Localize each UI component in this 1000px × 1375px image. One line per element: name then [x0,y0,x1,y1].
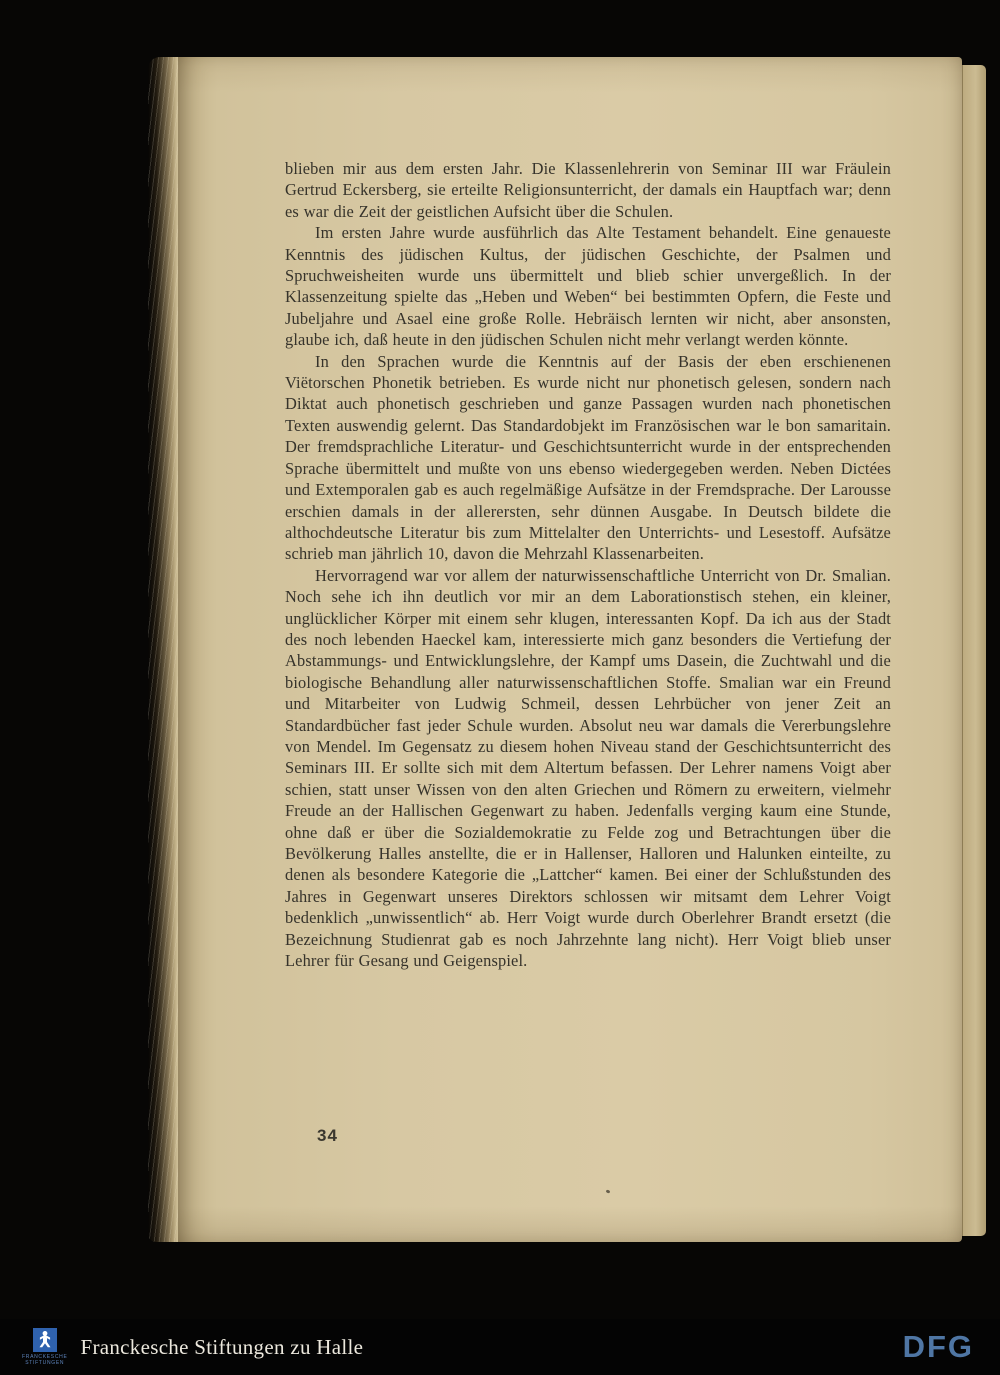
scanned-book-page [148,57,986,1242]
book-page [178,57,962,1242]
paragraph: Hervorragend war vor allem der naturwissenschaftliche Unterricht von Dr. Smalian. Noch sehe ich ihn deutlich vor mir an dem Laborationstisch stehen, ein kleiner, unglücklicher Körper mit einem sehr klugen, interessanten Kopf. Da ich aus der Stadt des noch lebenden Haeckel kam, interessierte mich ganz besonders die Vertiefung der Abstammungs- und Entwicklungslehre, der Kampf ums Dasein, die Zuchtwahl und die biologische Behandlung aller naturwissenschaftlichen Stoffe. Smalian war ein Freund und Mitarbeiter von Ludwig Schmeil, dessen Lehrbücher von jener Zeit an Standardbücher fast jeder Schule wurden. Absolut neu war damals die Vererbungslehre von Mendel. Im Gegensatz zu diesem hohen Niveau stand der Geschichtsunterricht des Seminars III. Er sollte sich mit dem Altertum befassen. Der Lehrer namens Voigt aber schien, statt unser Wissen von den alten Griechen und Römern zu erweitern, vielmehr Freude an der Hallischen Gegenwart zu haben. Jedenfalls verging kaum eine Stunde, ohne daß er über die Sozialdemokratie zu Felde zog und Betrachtungen über die Bevölkerung Halles anstellte, die er in Hallenser, Halloren und Halunken einteilte, zu denen als besondere Kategorie die „Lattcher“ kamen. Bei einer der Schlußstunden des Jahres in Gegenwart unseres Direktors schlossen wir mitsamt dem Lehrer Voigt bedenklich „unwissentlich“ ab. Herr Voigt wurde durch Oberlehrer Brandt ersetzt (die Bezeichnung Studienrat gab es noch Jahrzehnte lang nicht). Herr Voigt blieb unser Lehrer für Gesang und Geigenspiel. [285,565,891,971]
institution-name: Franckesche Stiftungen zu Halle [80,1334,364,1359]
francke-logo-icon [33,1328,57,1352]
francke-foundations-logo[interactable] [22,1328,67,1366]
paragraph: In den Sprachen wurde die Kenntnis auf der Basis der eben erschienenen Viëtorschen Phonetik betrieben. Es wurde nicht nur phonetisch gelesen, sondern nach Diktat auch phonetisch geschrieben und ganze Passagen wurden nach phonetischen Texten auswendig gelernt. Das Standardobjekt im Französischen war le bon samaritain. Der fremdsprachliche Literatur- und Geschichtsunterricht wurde in der entsprechenden Sprache übermittelt und mußte von uns ebenso wiedergegeben werden. Neben Dictées und Extemporalen gab es auch regelmäßige Aufsätze in der Fremdsprache. Der Larousse erschien damals in der allerersten, sehr dünnen Ausgabe. In Deutsch bildete die althochdeutsche Literatur bis zum Mittelalter den Unterrichts- und Lesestoff. Aufsätze schrieb man jährlich 10, davon die Mehrzahl Klassenarbeiten. [285,351,891,564]
francke-logo-caption-line1: FRANCKESCHE [22,1354,68,1360]
dfg-logo[interactable]: DFG [902,1329,974,1364]
francke-logo-caption [22,1354,67,1366]
footer-bar [0,1319,1000,1375]
underlying-page-edge [962,65,986,1236]
paper-speck [606,1189,611,1193]
page-stack-edges [148,57,178,1242]
francke-logo-caption-line2: STIFTUNGEN [25,1360,65,1366]
page-text-block [285,158,891,971]
paragraph: blieben mir aus dem ersten Jahr. Die Klassenlehrerin von Seminar III war Fräulein Gertrud Eckersberg, sie erteilte Religionsunterricht, der damals ein Hauptfach war; denn es war die Zeit der geistlichen Aufsicht über die Schulen. [285,159,891,221]
page-number: 34 [317,1126,338,1145]
paragraph: Im ersten Jahre wurde ausführlich das Alte Testament behandelt. Eine genaueste Kenntnis des jüdischen Kultus, der jüdischen Geschichte, der Psalmen und Spruchweisheiten wurde uns übermittelt und blieb schier unvergeßlich. In der Klassenzeitung spielte das „Heben und Weben“ bei bestimmten Opfern, die Feste und Jubeljahre und Asael eine große Rolle. Hebräisch lernten wir nicht, aber ansonsten, glaube ich, daß heute in den jüdischen Schulen nicht mehr verlangt werden könnte. [285,223,891,350]
